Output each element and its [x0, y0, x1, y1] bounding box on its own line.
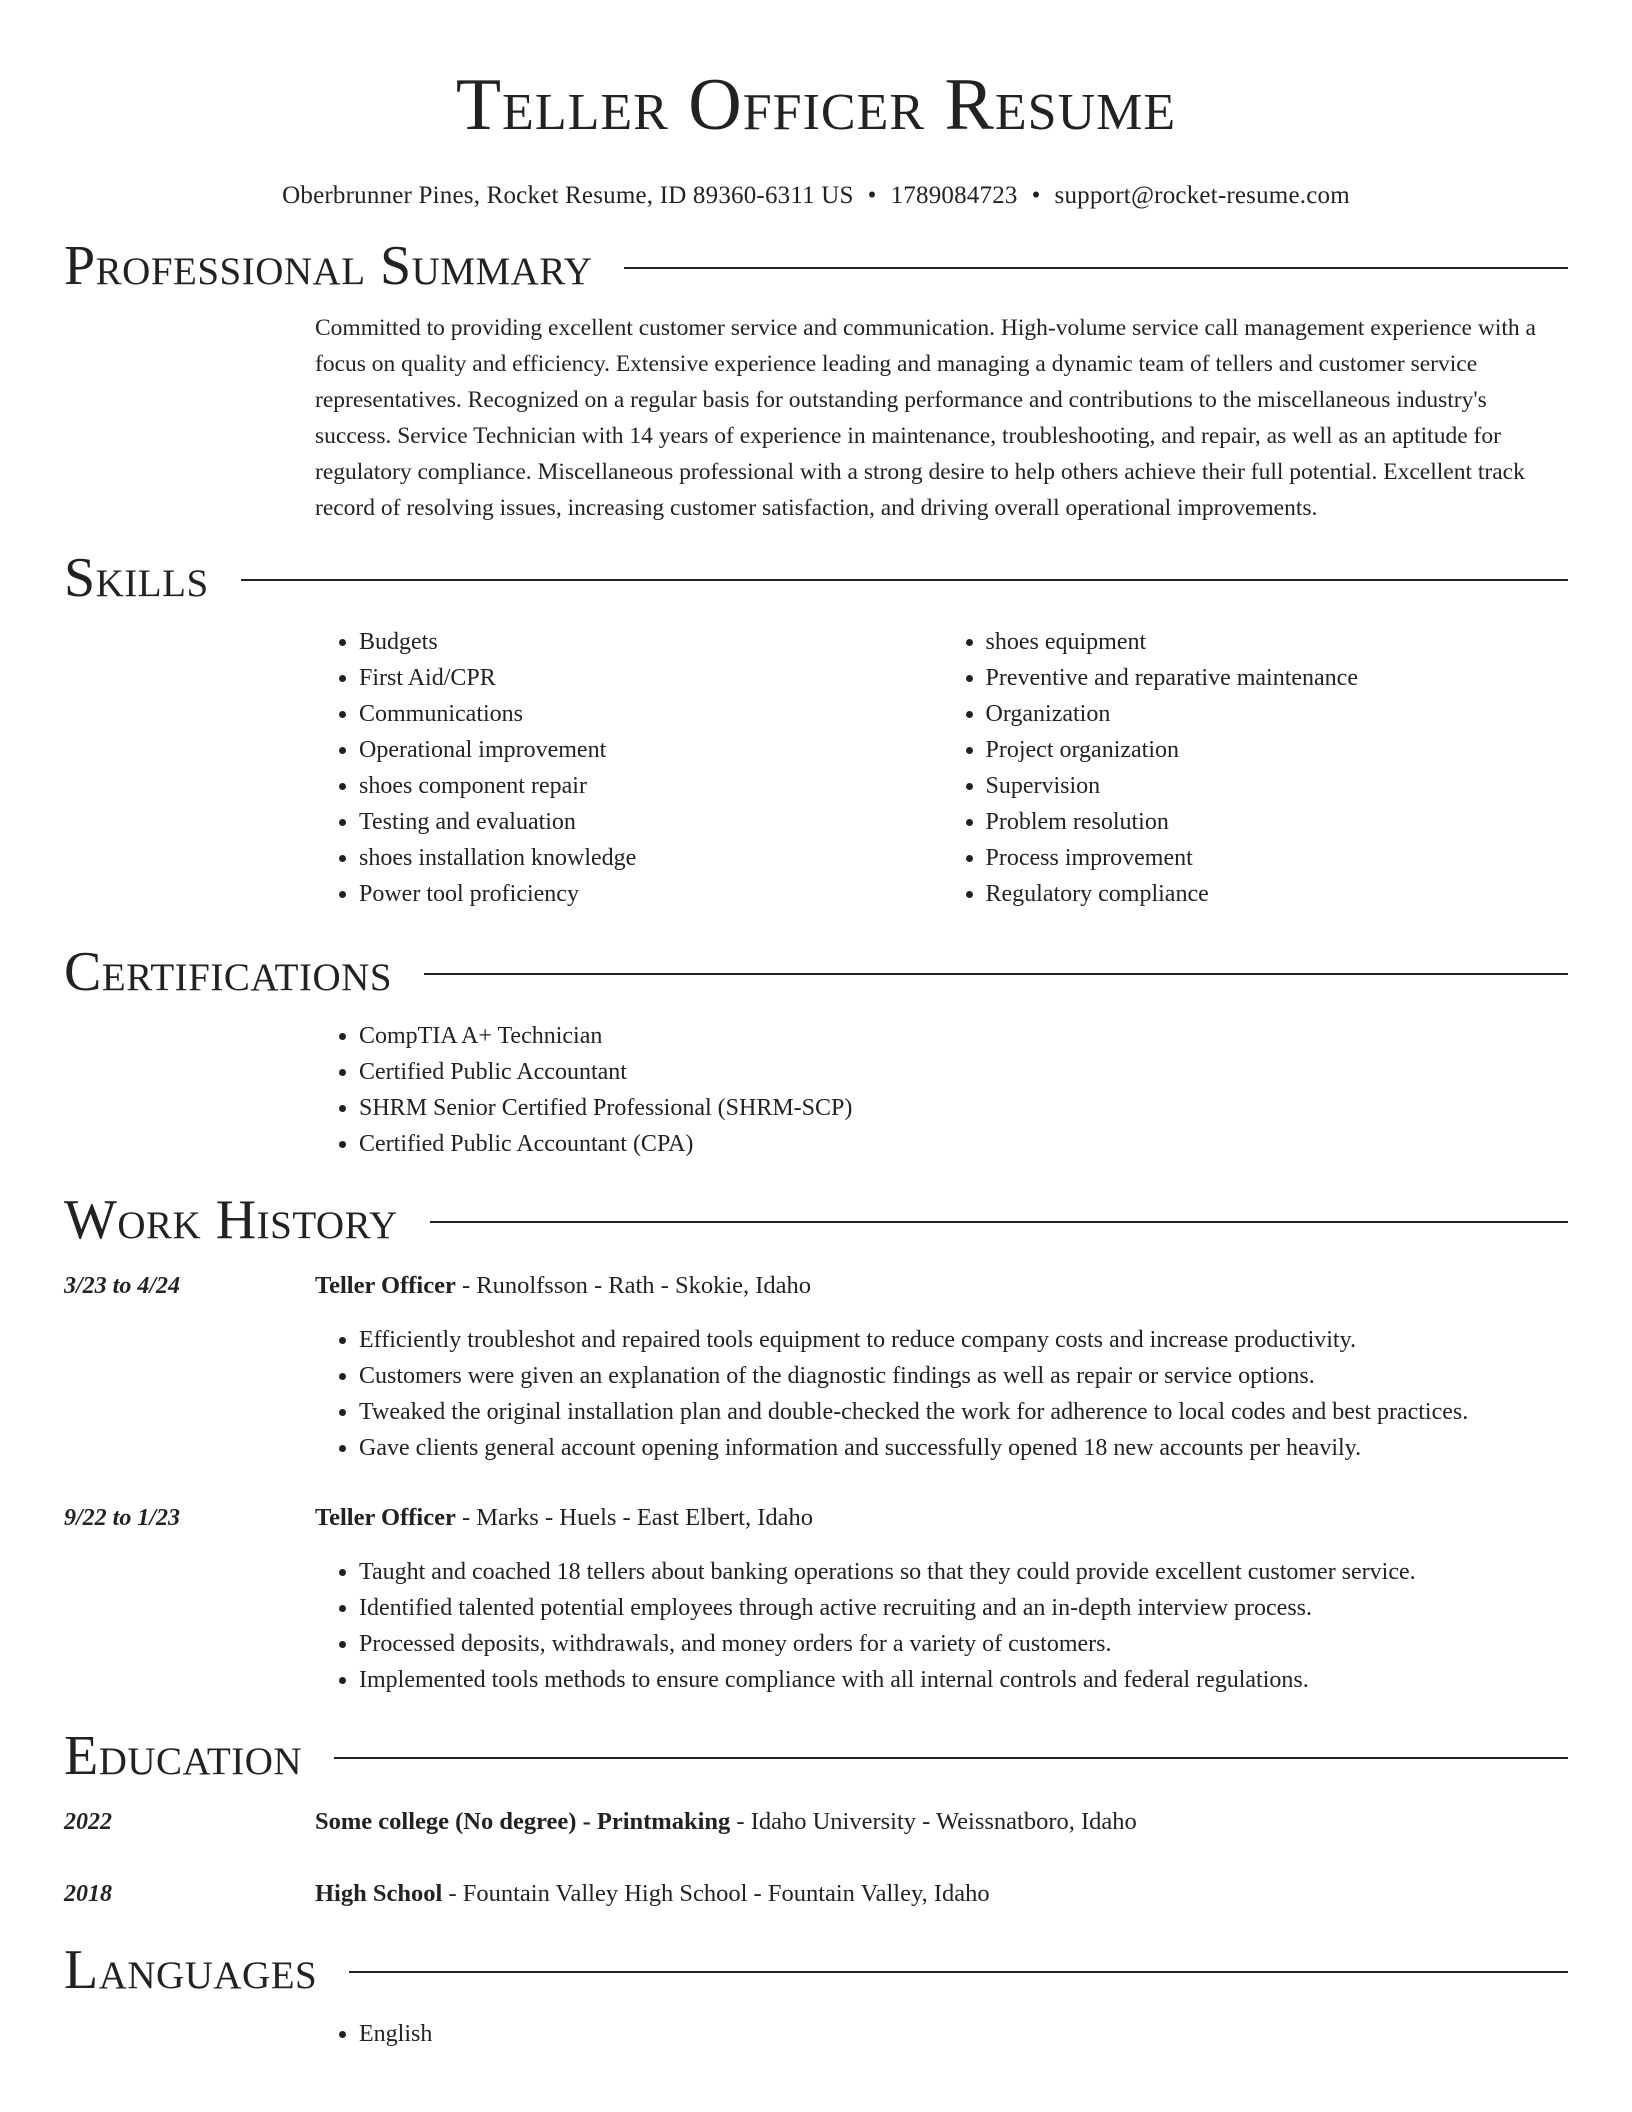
skill-item: • Budgets: [359, 624, 942, 660]
job-title: Teller Officer: [315, 1272, 456, 1299]
skill-item: • shoes equipment: [986, 624, 1569, 660]
section-divider: [349, 1971, 1568, 1973]
job-bullet: • Customers were given an explanation of the diagnostic findings as well as repair or service options.: [359, 1358, 1568, 1394]
job-dates: 3/23 to 4/24: [64, 1273, 181, 1299]
skill-item: • Preventive and reparative maintenance: [986, 660, 1569, 696]
education-school: - Idaho University - Weissnatboro, Idaho: [730, 1808, 1137, 1835]
section-heading-certifications: Certifications: [64, 941, 393, 1003]
skill-item: • Supervision: [986, 768, 1569, 804]
section-summary-header: [64, 234, 1568, 298]
education-year: 2018: [64, 1881, 112, 1907]
resume-page: [64, 0, 1568, 2052]
education-degree: Some college (No degree) - Printmaking: [315, 1808, 731, 1835]
skill-item: • Testing and evaluation: [359, 804, 942, 840]
skill-item: • Organization: [986, 696, 1569, 732]
section-heading-summary: Professional Summary: [64, 235, 593, 297]
skill-item: • shoes component repair: [359, 768, 942, 804]
job-bullets: [315, 1554, 1568, 1698]
section-heading-work: Work History: [64, 1189, 398, 1251]
summary-block: [315, 310, 1568, 526]
contact-separator: •: [1031, 182, 1041, 209]
language-item: • English: [359, 2016, 1568, 2052]
job-heading: [315, 1268, 1568, 1304]
job-dates: 9/22 to 1/23: [64, 1505, 181, 1531]
contact-address: Oberbrunner Pines, Rocket Resume, ID 89360-6311 US: [282, 182, 854, 209]
section-skills-header: [64, 546, 1568, 610]
section-work-header: [64, 1188, 1568, 1252]
skill-item: • Regulatory compliance: [986, 876, 1569, 912]
job-heading: [315, 1500, 1568, 1536]
skill-item: • Communications: [359, 696, 942, 732]
section-divider: [241, 579, 1568, 581]
job-bullet: • Identified talented potential employees through active recruiting and an in-depth interview process.: [359, 1590, 1568, 1626]
section-heading-languages: Languages: [64, 1939, 318, 2001]
contact-email: support@rocket-resume.com: [1054, 182, 1350, 209]
certification-item: • Certified Public Accountant: [359, 1054, 1568, 1090]
skill-item: • First Aid/CPR: [359, 660, 942, 696]
section-divider: [624, 267, 1568, 269]
skill-item: • Project organization: [986, 732, 1569, 768]
summary-text: Committed to providing excellent customer service and communication. High-volume service call management experience with a focus on quality and efficiency. Extensive experience leading and managing a dynamic team of tellers and customer service representatives. Recognized on a regular basis for outstanding performance and contributions to the miscellaneous industry's success. Service Technician with 14 years of experience in maintenance, troubleshooting, and repair, as well as an aptitude for regulatory compliance. Miscellaneous professional with a strong desire to help others achieve their full potential. Excellent track record of resolving issues, increasing customer satisfaction, and driving overall operational improvements.: [315, 315, 1536, 521]
job-content: [315, 1268, 1568, 1466]
skills-list-left: [315, 624, 942, 912]
skill-item: • Power tool proficiency: [359, 876, 942, 912]
certification-item: • Certified Public Accountant (CPA): [359, 1126, 1568, 1162]
job-bullets: [315, 1322, 1568, 1466]
section-heading-education: Education: [64, 1725, 303, 1787]
contact-phone: 1789084723: [890, 182, 1018, 209]
certification-item: • CompTIA A+ Technician: [359, 1018, 1568, 1054]
job-bullet: • Tweaked the original installation plan and double-checked the work for adherence to local codes and best practices.: [359, 1394, 1568, 1430]
job-entry: [64, 1268, 1568, 1466]
education-year: 2022: [64, 1809, 112, 1835]
contact-line: [64, 180, 1568, 212]
certification-item: • SHRM Senior Certified Professional (SHRM-SCP): [359, 1090, 1568, 1126]
job-content: [315, 1500, 1568, 1698]
education-content: [315, 1876, 1568, 1912]
job-entry: [64, 1500, 1568, 1698]
job-bullet: • Gave clients general account opening information and successfully opened 18 new accounts per heavily.: [359, 1430, 1568, 1466]
job-bullet: • Efficiently troubleshot and repaired tools equipment to reduce company costs and increase productivity.: [359, 1322, 1568, 1358]
education-entry: [64, 1876, 1568, 1912]
education-entry: [64, 1804, 1568, 1840]
certifications-list: [315, 1018, 1568, 1162]
section-divider: [430, 1221, 1568, 1223]
job-employer: - Marks - Huels - East Elbert, Idaho: [455, 1504, 814, 1531]
skill-item: • Problem resolution: [986, 804, 1569, 840]
section-divider: [334, 1757, 1568, 1759]
section-languages-header: [64, 1938, 1568, 2002]
skill-item: • shoes installation knowledge: [359, 840, 942, 876]
skills-list-right: [942, 624, 1569, 912]
skills-grid: [315, 624, 1568, 912]
job-title: Teller Officer: [315, 1504, 456, 1531]
languages-block: [315, 2016, 1568, 2052]
education-degree: High School: [315, 1880, 443, 1907]
languages-list: [315, 2016, 1568, 2052]
resume-title: Teller Officer Resume: [455, 64, 1177, 146]
skill-item: • Operational improvement: [359, 732, 942, 768]
skill-item: • Process improvement: [986, 840, 1569, 876]
section-education-header: [64, 1724, 1568, 1788]
certifications-block: [315, 1018, 1568, 1162]
education-school: - Fountain Valley High School - Fountain Valley, Idaho: [442, 1880, 990, 1907]
section-heading-skills: Skills: [64, 547, 209, 609]
education-content: [315, 1804, 1568, 1840]
job-bullet: • Implemented tools methods to ensure compliance with all internal controls and federal regulations.: [359, 1662, 1568, 1698]
job-bullet: • Taught and coached 18 tellers about banking operations so that they could provide excellent customer service.: [359, 1554, 1568, 1590]
job-employer: - Runolfsson - Rath - Skokie, Idaho: [455, 1272, 812, 1299]
job-bullet: • Processed deposits, withdrawals, and money orders for a variety of customers.: [359, 1626, 1568, 1662]
section-divider: [424, 973, 1568, 975]
section-certifications-header: [64, 940, 1568, 1004]
contact-separator: •: [867, 182, 877, 209]
